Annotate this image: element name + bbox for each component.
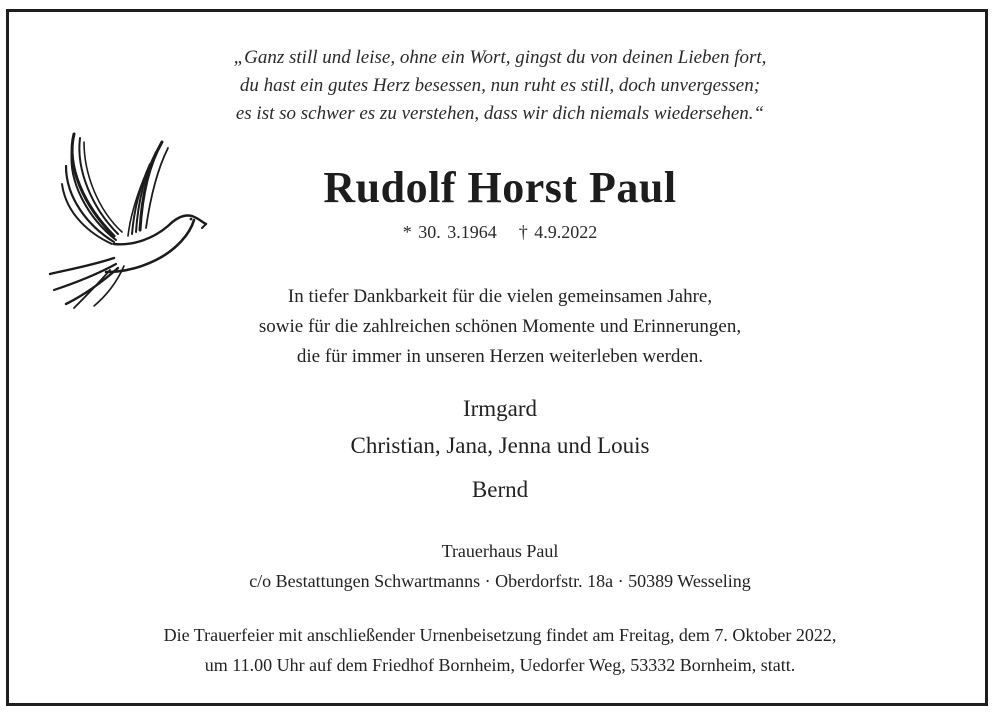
ceremony-line: Die Trauerfeier mit anschließender Urnenbeisetzung findet am Freitag, dem 7. Oktober 2022, xyxy=(163,625,837,645)
life-dates xyxy=(0,222,1000,243)
thanks-line: die für immer in unseren Herzen weiterleben werden. xyxy=(296,346,704,367)
poem-line: „Ganz still und leise, ohne ein Wort, gingst du von deinen Lieben fort, xyxy=(233,47,767,68)
family-bernd: Bernd xyxy=(471,477,529,502)
poem-line: es ist so schwer es zu verstehen, dass wir dich niemals wiedersehen.“ xyxy=(235,103,765,124)
poem xyxy=(0,44,1000,128)
address-line: Trauerhaus Paul xyxy=(441,541,559,561)
birth-date: * 30. 3.1964 xyxy=(402,222,497,242)
ceremony-info xyxy=(0,620,1000,680)
thanks-text xyxy=(0,282,1000,372)
poem-line: du hast ein gutes Herz besessen, nun ruht es still, doch unvergessen; xyxy=(239,75,761,96)
family-irmgard: Irmgard xyxy=(462,396,538,421)
death-date: † 4.9.2022 xyxy=(518,222,598,242)
deceased-name: Rudolf Horst Paul xyxy=(323,163,677,212)
ceremony-line: um 11.00 Uhr auf dem Friedhof Bornheim, Uedorfer Weg, 53332 Bornheim, statt. xyxy=(204,655,796,675)
family-children: Christian, Jana, Jenna und Louis xyxy=(350,433,650,458)
address-line: c/o Bestattungen Schwartmanns · Oberdorfstr. 18a · 50389 Wesseling xyxy=(249,571,751,591)
thanks-line: sowie für die zahlreichen schönen Momente und Erinnerungen, xyxy=(258,316,742,337)
thanks-line: In tiefer Dankbarkeit für die vielen gemeinsamen Jahre, xyxy=(287,286,713,307)
mourning-address xyxy=(0,536,1000,596)
